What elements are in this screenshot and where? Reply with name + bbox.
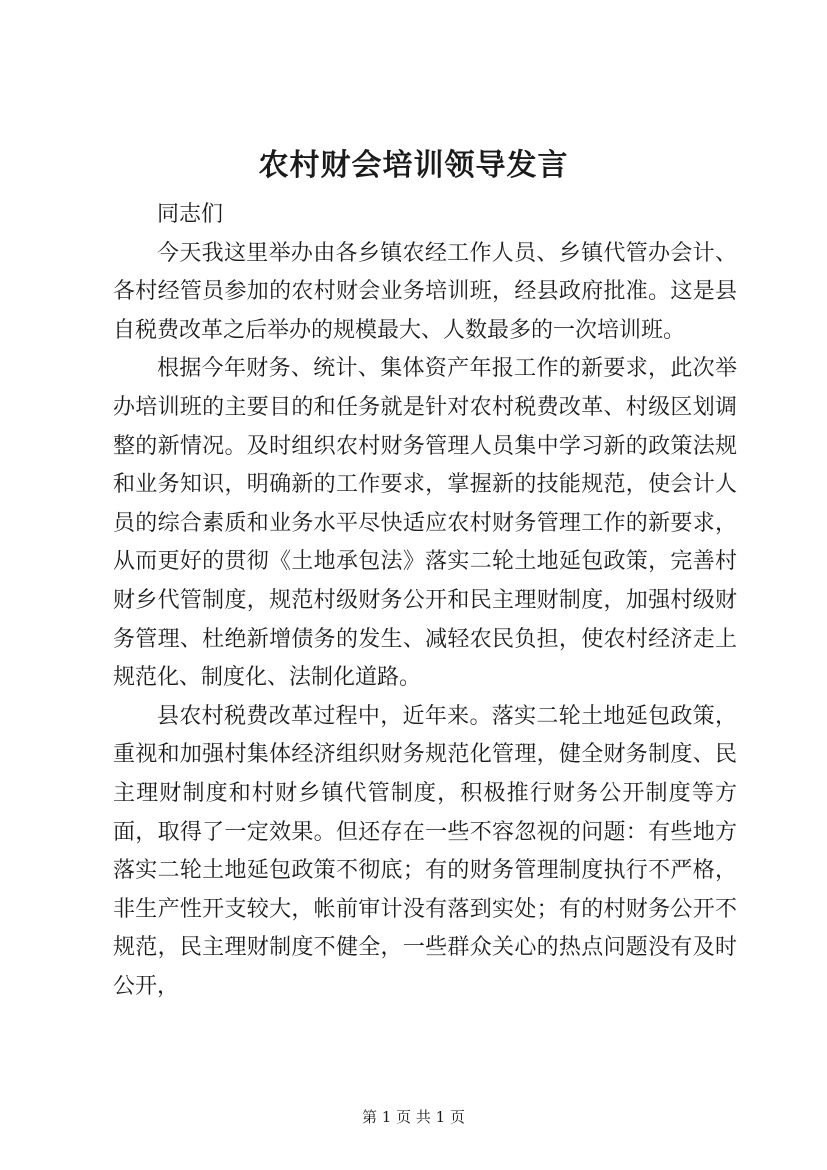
paragraph-2: 根据今年财务、统计、集体资产年报工作的新要求，此次举办培训班的主要目的和任务就是针对农村税费改革、村级区划调整的新情况。及时组织农村财务管理人员集中学习新的政策法规和业务知识，明确新的工作要求，掌握新的技能规范，使会计人员的综合素质和业务水平尽快适应农村财务管理工作的新要求，从而更好的贯彻《土地承包法》落实二轮土地延包政策，完善村财乡代管制度，规范村级财务公开和民主理财制度，加强村级财务管理、杜绝新增债务的发生、减轻农民负担，使农村经济走上规范化、制度化、法制化道路。 <box>113 356 737 691</box>
page-number-footer: 第 1 页 共 1 页 <box>362 1108 465 1126</box>
paragraph-1: 今天我这里举办由各乡镇农经工作人员、乡镇代管办会计、各村经管员参加的农村财会业务培训班，经县政府批准。这是县自税费改革之后举办的规模最大、人数最多的一次培训班。 <box>113 240 737 343</box>
document-title: 农村财会培训领导发言 <box>258 148 569 183</box>
salutation: 同志们 <box>157 202 224 227</box>
document-body <box>113 196 737 1006</box>
paragraph-3: 县农村税费改革过程中，近年来。落实二轮土地延包政策，重视和加强村集体经济组织财务规范化管理，健全财务制度、民主理财制度和村财乡镇代管制度，积极推行财务公开制度等方面，取得了一定效果。但还存在一些不容忽视的问题：有些地方落实二轮土地延包政策不彻底；有的财务管理制度执行不严格，非生产性开支较大，帐前审计没有落到实处；有的村财务公开不规范，民主理财制度不健全，一些群众关心的热点问题没有及时公开， <box>113 703 737 999</box>
